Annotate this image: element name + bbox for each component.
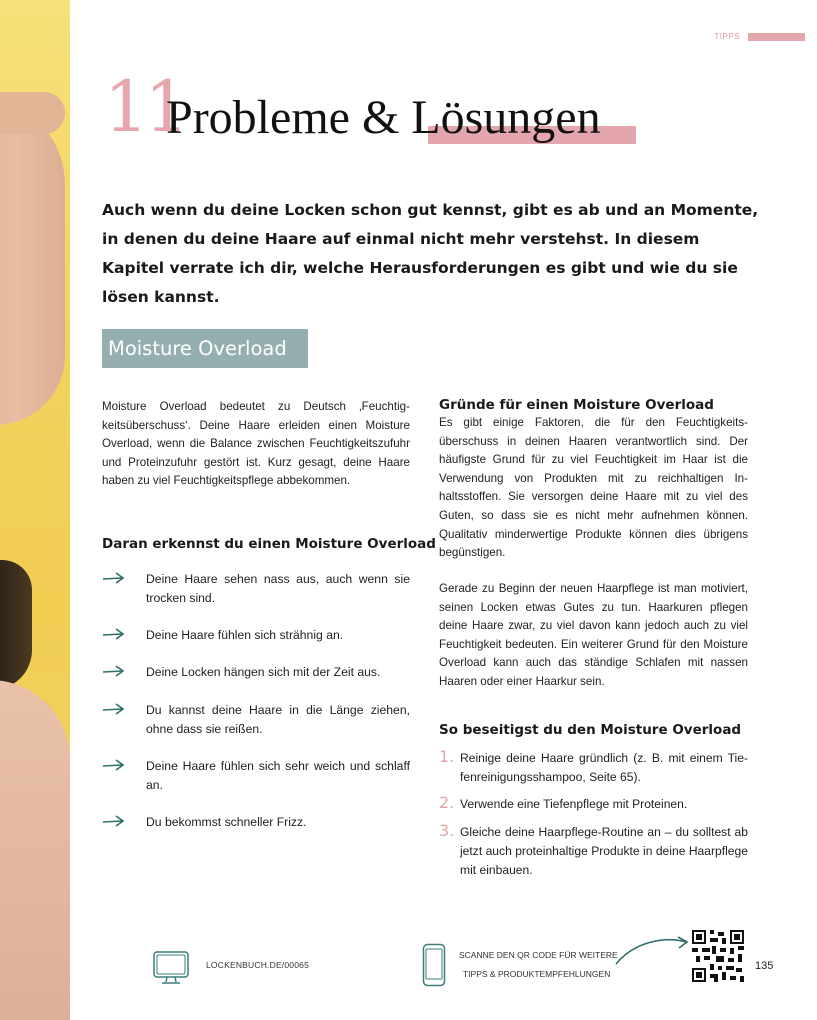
monitor-icon (152, 950, 190, 986)
arrow-icon (102, 702, 126, 716)
step-text: Reinige deine Haare gründlich (z. B. mit einem Tiefenreinigungsshampoo, Seite 65). (460, 751, 748, 784)
side-photo (0, 0, 70, 1020)
arrow-icon (102, 664, 126, 678)
sign-text: Deine Haare fühlen sich sehr weich und schlaff an. (146, 759, 410, 792)
step-number: 2. (439, 793, 455, 812)
step-number: 3. (439, 821, 455, 840)
causes-heading: Gründe für einen Moisture Overload (439, 397, 714, 413)
arrow-icon (102, 571, 126, 585)
qr-caption-line-2: TIPPS & PRODUKTEMPFEHLUNGEN (463, 969, 611, 979)
sign-text: Deine Locken hängen sich mit der Zeit aus. (146, 665, 381, 679)
arrow-icon (102, 814, 126, 828)
footer-url[interactable]: LOCKENBUCH.DE/00065 (206, 960, 310, 970)
fix-heading: So beseitigst du den Moisture Overload (439, 722, 742, 738)
sign-text: Deine Haare sehen nass aus, auch wenn sie trocken sind. (146, 572, 410, 605)
sign-text: Du kannst deine Haare in die Länge ziehen, ohne dass sie reißen. (146, 703, 410, 736)
sign-text: Du bekommst schneller Frizz. (146, 815, 307, 829)
intro-paragraph: Auch wenn du deine Locken schon gut kennst, gibt es ab und an Momente, in denen du deine Haare auf einmal nicht mehr verstehst. In diesem Kapitel verrate ich dir, welche Herausforderungen es gibt und wie du sie lösen kannst. (102, 201, 759, 306)
qr-code[interactable] (692, 930, 744, 982)
page-number: 135 (755, 960, 774, 972)
step-text: Verwende eine Tiefenpflege mit Proteinen. (460, 797, 688, 811)
hair-shape (0, 560, 32, 690)
section-heading: Moisture Overload (102, 329, 308, 368)
qr-caption-line-1: SCANNE DEN QR CODE FÜR WEITERE (459, 950, 618, 960)
causes-paragraph-2: Gerade zu Beginn der neuen Haarpflege ist man motiviert, seinen Locken etwas Gutes zu tun. Haarkuren pflegen deine Haare zwar, zu viel davon kann jedoch auch zu viel Feuchtigkeit bedeuten. Ein weiterer Grund für den Moisture Overload kann auch das ständige Schlafen mit nassen Haaren oder einer Haarkur sein. (439, 582, 748, 688)
section-tag: TIPPS (714, 32, 740, 41)
section-tag-bar (748, 33, 805, 41)
step-text: Gleiche deine Haarpflege-Routine an – du solltest ab jetzt auch proteinhaltige Produkte in deine Haarpflege mit einbauen. (460, 825, 748, 877)
chapter-title: Probleme & Lösungen (166, 91, 601, 144)
chapter-title-wrap (166, 91, 601, 144)
arrow-icon (102, 627, 126, 641)
chapter-number: 11 (104, 66, 186, 148)
curved-arrow-icon (614, 934, 692, 966)
arrow-icon (102, 758, 126, 772)
phone-icon (422, 943, 446, 987)
shoulder-shape (0, 680, 70, 1020)
sign-text: Deine Haare fühlen sich strähnig an. (146, 628, 344, 642)
step-number: 1. (439, 747, 455, 766)
causes-paragraph-1: Es gibt einige Faktoren, die für den Feuchtigkeitsüberschuss in deinen Haaren verantwortlich sind. Der häufigste Grund für zu viel Feuchtigkeit im Haar ist die Verwendung von Produkten mit zu reichhaltigen Inhaltsstoffen. Sie versorgen deine Haare mit zu viel des Guten, so dass sie es nicht mehr aufnehmen können. Qualitativ minderwertige Produkte können dies übrigens begünstigen. (439, 416, 748, 560)
signs-heading: Daran erkennst du einen Moisture Overload (102, 536, 436, 552)
finger-shape (0, 92, 65, 134)
definition-paragraph: Moisture Overload bedeutet zu Deutsch ‚Feuchtigkeitsüberschuss‘. Deine Haare erleiden einen Moisture Overload, wenn die Balance zwischen Feuchtigkeitszufuhr und Proteinzufuhr gestört ist. Kurz gesagt, deine Haare haben zu viel Feuchtigkeitspflege abbekommen. (102, 400, 410, 488)
hand-shape (0, 95, 65, 425)
